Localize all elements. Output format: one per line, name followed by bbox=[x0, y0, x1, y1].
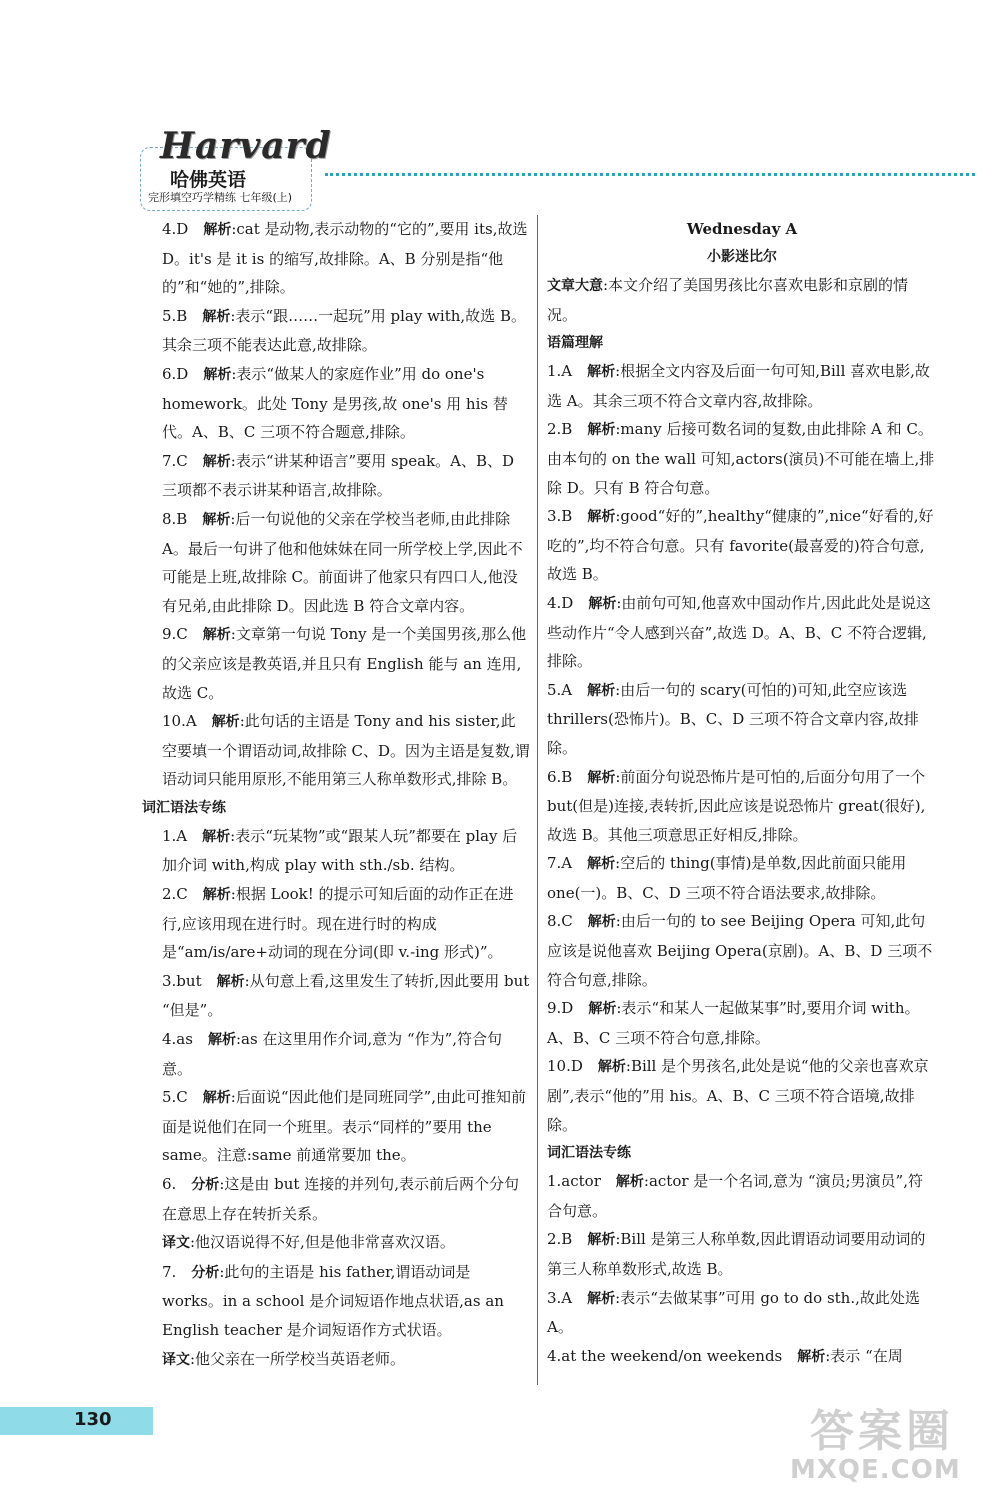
answer-body bbox=[547, 1167, 937, 1225]
answer-item bbox=[162, 1170, 530, 1228]
keyword-label: 解析 bbox=[207, 1032, 236, 1049]
answer-text: :根据全文内容及后面一句可知,Bill 喜欢电影,故选 A。其余三项不符合文章内容,故排除。 bbox=[547, 362, 930, 410]
answer-item bbox=[162, 822, 530, 880]
answer-body bbox=[162, 707, 530, 794]
keyword-label: 文章大意 bbox=[547, 278, 603, 294]
keyword-label: 解析 bbox=[587, 769, 616, 786]
answer-item bbox=[547, 907, 937, 994]
section-heading: 词汇语法专练 bbox=[547, 1145, 631, 1162]
answer-number: 7.C bbox=[162, 451, 188, 470]
answer-number: 2.C bbox=[162, 885, 188, 904]
answer-body bbox=[162, 215, 530, 302]
left-column bbox=[142, 215, 530, 1374]
answer-text: :根据 Look! 的提示可知后面的动作正在进行,应该用现在进行时。现在进行时的构成是“am/is/are+动词的现在分词(即 v.-ing 形式)”。 bbox=[162, 885, 514, 962]
answer-body bbox=[162, 360, 530, 447]
answer-text: :cat 是动物,表示动物的“它的”,要用 its,故选 D。it's 是 it is 的缩写,故排除。A、B 分别是指“他的”和“她的”,排除。 bbox=[162, 220, 528, 297]
answer-body bbox=[162, 880, 530, 967]
answer-text: :空后的 thing(事情)是单数,因此前面只能用 one(一)。B、C、D 三项不符合语法要求,故排除。 bbox=[547, 854, 907, 902]
answer-number: 1.A bbox=[162, 826, 188, 845]
answer-body bbox=[162, 1083, 530, 1170]
answer-item bbox=[547, 357, 937, 415]
keyword-label: 解析 bbox=[587, 682, 616, 699]
answer-number: 1.A bbox=[547, 362, 573, 381]
answer-text: :此句的主语是 his father,谓语动词是 works。in a school 是介词短语作地点状语,as an English teacher 是介词短语作方式状语。 bbox=[162, 1262, 504, 1339]
keyword-label: 解析 bbox=[588, 1001, 617, 1018]
answer-item bbox=[162, 447, 530, 505]
watermark-url: MXQE.COM bbox=[790, 1455, 961, 1485]
answer-item bbox=[547, 589, 937, 676]
answer-number: 2.B bbox=[547, 1230, 573, 1249]
answer-item bbox=[547, 415, 937, 502]
answer-text: :后面说“因此他们是同班同学”,由此可推知前面是说他们在同一个班里。表示“同样的”要用 the same。注意:same 前通常要加 the。 bbox=[162, 1088, 526, 1165]
answer-text: :Bill 是第三人称单数,因此谓语动词要用动词的第三人称单数形式,故选 B。 bbox=[547, 1230, 926, 1278]
answer-body bbox=[547, 271, 937, 329]
answer-text: :由前句可知,他喜欢中国动作片,因此此处是说这些动作片“令人感到兴奋”,故选 D。A、B、C 不符合逻辑,排除。 bbox=[547, 593, 931, 671]
answer-body bbox=[547, 357, 937, 415]
answer-number: 5.C bbox=[162, 1088, 188, 1107]
keyword-label: 解析 bbox=[587, 1290, 616, 1307]
answer-body bbox=[162, 505, 530, 620]
answer-item bbox=[162, 1258, 530, 1345]
watermark-logo: 答案圈 bbox=[810, 1406, 954, 1457]
keyword-label: 解析 bbox=[588, 595, 617, 612]
header-dotted-rule bbox=[325, 173, 975, 176]
answer-item bbox=[547, 1225, 937, 1283]
answer-text: :由后一句的 to see Beijing Opera 可知,此句应该是说他喜欢 Beijing Opera(京剧)。A、B、D 三项不符合句意,排除。 bbox=[547, 912, 933, 989]
brand-logo: Harvard bbox=[160, 125, 332, 167]
answer-text: :这是由 but 连接的并列句,表示前后两个分句在意思上存在转折关系。 bbox=[162, 1175, 519, 1223]
answer-number: 4.at the weekend/on weekends bbox=[547, 1346, 783, 1365]
section-heading: 语篇理解 bbox=[547, 335, 603, 352]
answer-body bbox=[547, 502, 937, 589]
answer-item bbox=[162, 1083, 530, 1170]
keyword-label: 译文 bbox=[162, 1235, 190, 1252]
answer-item bbox=[162, 215, 530, 302]
answer-text: :前面分句说恐怖片是可怕的,后面分句用了一个 but(但是)连接,表转折,因此应该是说恐怖片 great(很好),故选 B。其他三项意思正好相反,排除。 bbox=[547, 767, 926, 844]
brand-chinese-name: 哈佛英语 bbox=[170, 169, 247, 191]
answer-number: 1.actor bbox=[547, 1172, 601, 1191]
keyword-label: 解析 bbox=[615, 1174, 644, 1191]
answer-item bbox=[162, 1228, 530, 1258]
answer-text: :他汉语说得不好,但是他非常喜欢汉语。 bbox=[190, 1233, 455, 1252]
answer-body bbox=[547, 1052, 937, 1139]
answer-item bbox=[547, 676, 937, 763]
day-heading: Wednesday A bbox=[686, 220, 798, 238]
answer-number: 8.B bbox=[162, 509, 188, 528]
answer-number: 8.C bbox=[547, 912, 573, 931]
keyword-label: 解析 bbox=[202, 1090, 231, 1107]
answer-number: 10.D bbox=[547, 1057, 583, 1076]
answer-body bbox=[547, 907, 937, 994]
answer-item bbox=[162, 360, 530, 447]
answer-number: 7. bbox=[162, 1262, 177, 1281]
keyword-label: 解析 bbox=[202, 308, 231, 325]
answer-item bbox=[547, 1342, 937, 1372]
answer-text: :表示“和某人一起做某事”时,要用介词 with。A、B、C 三项不符合句意,排除。 bbox=[547, 999, 920, 1047]
answer-body bbox=[547, 415, 937, 502]
answer-body bbox=[547, 763, 937, 850]
answer-number: 6. bbox=[162, 1175, 177, 1193]
answer-number: 10.A bbox=[162, 712, 197, 731]
answer-item bbox=[162, 880, 530, 967]
answer-item bbox=[162, 1025, 530, 1083]
answer-number: 4.D bbox=[547, 593, 574, 612]
answer-item bbox=[547, 994, 937, 1052]
answer-body bbox=[162, 967, 530, 1025]
answer-number: 6.B bbox=[547, 767, 573, 786]
answer-number: 7.A bbox=[547, 854, 573, 873]
answer-item bbox=[547, 502, 937, 589]
keyword-label: 解析 bbox=[597, 1059, 626, 1076]
keyword-label: 解析 bbox=[202, 828, 231, 845]
answer-body bbox=[547, 1284, 937, 1342]
answer-number: 5.B bbox=[162, 306, 188, 325]
keyword-label: 解析 bbox=[202, 453, 231, 470]
keyword-label: 解析 bbox=[587, 364, 616, 381]
page-header bbox=[140, 125, 1000, 215]
answer-text: :表示“玩某物”或“跟某人玩”都要在 play 后加介词 with,构成 play with sth./sb. 结构。 bbox=[162, 826, 518, 875]
book-subtitle: 完形填空巧学精练 七年级(上) bbox=[148, 191, 293, 204]
answer-item bbox=[162, 302, 530, 360]
answer-text: :many 后接可数名词的复数,由此排除 A 和 C。由本句的 on the wall 可知,actors(演员)不可能在墙上,排除 D。只有 B 符合句意。 bbox=[547, 420, 935, 497]
passage-title: 小影迷比尔 bbox=[707, 249, 777, 265]
answer-text: :后一句说他的父亲在学校当老师,由此排除 A。最后一句讲了他和他妹妹在同一所学校上学,因此不可能是上班,故排除 C。前面讲了他家只有四口人,他没有兄弟,由此排除 D。因此选 B 符合文章内容。 bbox=[162, 509, 523, 615]
keyword-label: 解析 bbox=[202, 887, 231, 904]
answer-body bbox=[547, 589, 937, 676]
keyword-label: 译文 bbox=[162, 1351, 190, 1368]
answer-text: :Bill 是个男孩名,此处是说“他的父亲也喜欢京剧”,表示“他的”用 his。A、B、C 三项不符合语境,故排除。 bbox=[547, 1057, 929, 1134]
keyword-label: 解析 bbox=[202, 627, 231, 644]
keyword-label: 分析 bbox=[191, 1177, 220, 1193]
answer-number: 4.as bbox=[162, 1030, 193, 1049]
answer-body bbox=[162, 620, 530, 707]
answer-number: 9.C bbox=[162, 625, 188, 644]
answer-number: 5.A bbox=[547, 680, 573, 699]
answer-text: :由后一句的 scary(可怕的)可知,此空应该选 thrillers(恐怖片)。B、C、D 三项不符合文章内容,故排除。 bbox=[547, 680, 919, 757]
keyword-label: 解析 bbox=[587, 509, 616, 526]
section-heading: 词汇语法专练 bbox=[142, 799, 226, 816]
keyword-label: 解析 bbox=[203, 366, 232, 383]
answer-item bbox=[547, 763, 937, 850]
answer-text: :本文介绍了美国男孩比尔喜欢电影和京剧的情况。 bbox=[547, 276, 909, 324]
answer-body bbox=[162, 302, 530, 360]
answer-body bbox=[547, 1225, 937, 1283]
column-divider bbox=[537, 215, 538, 1385]
answer-item bbox=[162, 1345, 530, 1375]
answer-number: 6.D bbox=[162, 364, 189, 383]
answer-item bbox=[162, 967, 530, 1025]
answer-item bbox=[547, 1052, 937, 1139]
answer-number: 4.D bbox=[162, 220, 189, 238]
keyword-label: 解析 bbox=[202, 511, 231, 528]
answer-text: :他父亲在一所学校当英语老师。 bbox=[190, 1349, 406, 1368]
answer-item bbox=[162, 707, 530, 794]
keyword-label: 解析 bbox=[203, 222, 232, 238]
answer-number: 9.D bbox=[547, 999, 574, 1018]
right-column bbox=[547, 215, 937, 1371]
page-number: 130 bbox=[74, 1409, 112, 1430]
answer-body bbox=[162, 1228, 530, 1258]
answer-body bbox=[162, 1025, 530, 1083]
watermark bbox=[790, 1395, 990, 1495]
keyword-label: 解析 bbox=[211, 714, 240, 731]
keyword-label: 解析 bbox=[587, 914, 616, 931]
keyword-label: 解析 bbox=[587, 856, 616, 873]
keyword-label: 解析 bbox=[587, 1232, 616, 1249]
answer-number: 2.B bbox=[547, 420, 573, 439]
answer-item bbox=[547, 1284, 937, 1342]
answer-number: 3.but bbox=[162, 971, 202, 990]
answer-item bbox=[547, 1167, 937, 1225]
answer-text: :表示 “在周 bbox=[825, 1346, 903, 1365]
answer-text: :从句意上看,这里发生了转折,因此要用 but “但是”。 bbox=[162, 971, 530, 1020]
answer-number: 3.A bbox=[547, 1288, 573, 1307]
answer-text: :文章第一句说 Tony 是一个美国男孩,那么他的父亲应该是教英语,并且只有 English 能与 an 连用,故选 C。 bbox=[162, 625, 527, 702]
answer-text: :good“好的”,healthy“健康的”,nice“好看的,好吃的”,均不符合句意。只有 favorite(最喜爱的)符合句意,故选 B。 bbox=[547, 507, 934, 584]
answer-text: :表示“去做某事”可用 go to do sth.,故此处选 A。 bbox=[547, 1288, 920, 1337]
answer-body bbox=[162, 447, 530, 505]
answer-text: :此句话的主语是 Tony and his sister,此空要填一个谓语动词,故排除 C、D。因为主语是复数,谓语动词只能用原形,不能用第三人称单数形式,排除 B。 bbox=[162, 712, 530, 789]
answer-item bbox=[162, 505, 530, 620]
keyword-label: 解析 bbox=[587, 422, 616, 439]
answer-text: :表示“做某人的家庭作业”用 do one's homework。此处 Tony 是男孩,故 one's 用 his 替代。A、B、C 三项不符合题意,排除。 bbox=[162, 364, 508, 442]
answer-body bbox=[547, 1342, 937, 1372]
answer-item bbox=[162, 620, 530, 707]
answer-body bbox=[547, 676, 937, 763]
answer-body bbox=[162, 1345, 530, 1375]
answer-text: :表示“讲某种语言”要用 speak。A、B、D 三项都不表示讲某种语言,故排除。 bbox=[162, 451, 515, 500]
answer-number: 3.B bbox=[547, 507, 573, 526]
keyword-label: 解析 bbox=[216, 973, 245, 990]
answer-text: :as 在这里用作介词,意为 “作为”,符合句意。 bbox=[162, 1030, 503, 1078]
answer-body bbox=[162, 1170, 530, 1228]
answer-body bbox=[547, 994, 937, 1052]
answer-text: :表示“跟……一起玩”用 play with,故选 B。其余三项不能表达此意,故排除。 bbox=[162, 306, 526, 355]
keyword-label: 解析 bbox=[797, 1348, 826, 1365]
keyword-label: 分析 bbox=[191, 1264, 220, 1281]
answer-text: :actor 是一个名词,意为 “演员;男演员”,符合句意。 bbox=[547, 1172, 923, 1220]
answer-item bbox=[547, 849, 937, 907]
answer-item bbox=[547, 271, 937, 329]
answer-body bbox=[162, 822, 530, 880]
answer-body bbox=[162, 1258, 530, 1345]
answer-body bbox=[547, 849, 937, 907]
